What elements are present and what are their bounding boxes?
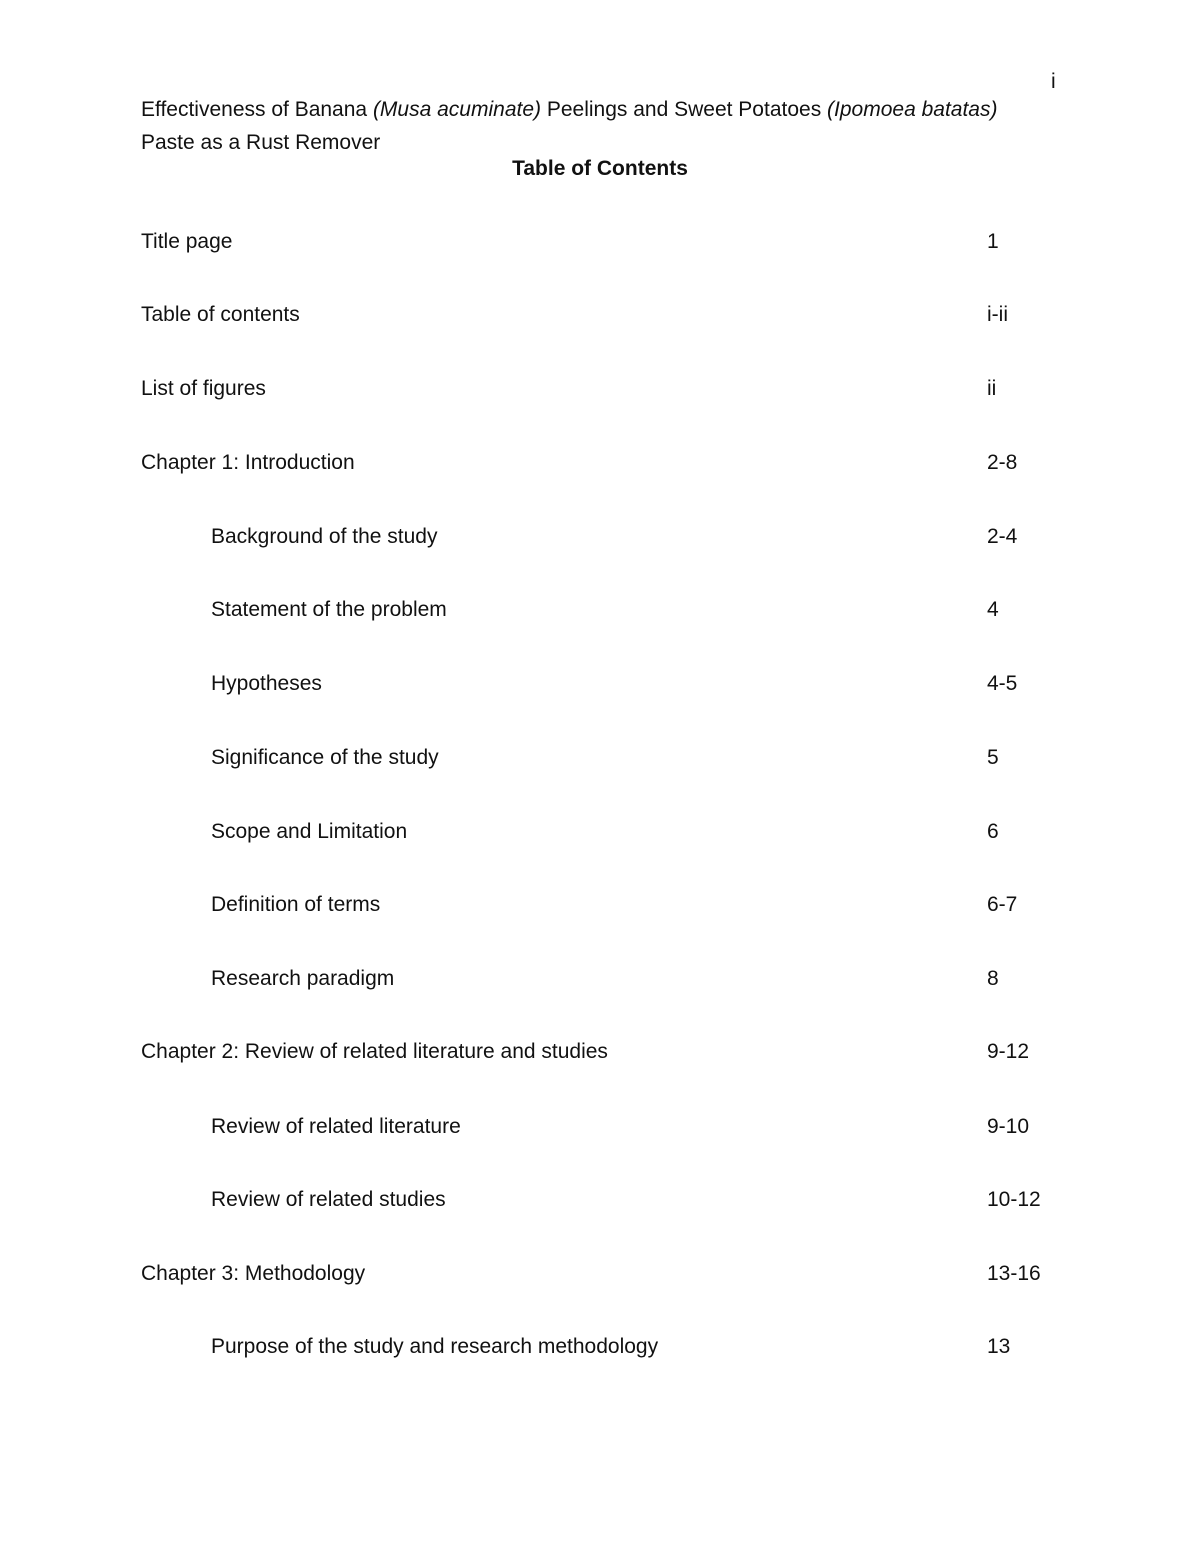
toc-entry-label: Review of related literature bbox=[211, 1115, 461, 1138]
toc-entry-label: Statement of the problem bbox=[211, 598, 447, 621]
toc-chapter-entry bbox=[141, 449, 1071, 477]
toc-subentry bbox=[141, 596, 1071, 624]
toc-heading: Table of Contents bbox=[512, 157, 688, 180]
toc-subentry bbox=[141, 965, 1071, 993]
toc-entry-pages: 8 bbox=[987, 967, 999, 990]
toc-entry-label: Background of the study bbox=[211, 525, 438, 548]
toc-subentry bbox=[141, 1113, 1071, 1141]
toc-entry-pages: 1 bbox=[987, 230, 999, 253]
toc-entry-label: Hypotheses bbox=[211, 672, 322, 695]
toc-entry-pages: 4 bbox=[987, 598, 999, 621]
toc-entry-label: List of figures bbox=[141, 377, 266, 400]
toc-entry-label: Significance of the study bbox=[211, 746, 439, 769]
toc-entry-label: Research paradigm bbox=[211, 967, 395, 990]
title-text-1: Effectiveness of Banana bbox=[141, 98, 373, 121]
toc-subentry bbox=[141, 891, 1071, 919]
toc-subentry bbox=[141, 744, 1071, 772]
toc-entry-label: Title page bbox=[141, 230, 233, 253]
toc-entry-pages: 2-4 bbox=[987, 525, 1018, 548]
toc-subentry bbox=[141, 670, 1071, 698]
toc-entry-pages: 6-7 bbox=[987, 893, 1018, 916]
toc-entry-label: Table of contents bbox=[141, 303, 300, 326]
toc-entry-label: Definition of terms bbox=[211, 893, 381, 916]
toc-entry-label: Chapter 3: Methodology bbox=[141, 1262, 366, 1285]
toc-entry-pages: i-ii bbox=[987, 303, 1008, 326]
page-number: i bbox=[1051, 70, 1056, 93]
toc-entry-pages: 10-12 bbox=[987, 1188, 1041, 1211]
toc-entry-pages: 4-5 bbox=[987, 672, 1018, 695]
toc-chapter-entry bbox=[141, 1038, 1071, 1066]
toc-entry bbox=[141, 301, 1071, 329]
toc-subentry bbox=[141, 1186, 1071, 1214]
toc-entry-pages: 13-16 bbox=[987, 1262, 1041, 1285]
title-text-3: Paste as a Rust Remover bbox=[141, 131, 381, 154]
toc-entry-pages: 2-8 bbox=[987, 451, 1018, 474]
title-species-1: (Musa acuminate) bbox=[372, 98, 541, 121]
toc-entry-label: Review of related studies bbox=[211, 1188, 446, 1211]
toc-entry-pages: ii bbox=[987, 377, 997, 400]
toc-entry-label: Chapter 1: Introduction bbox=[141, 451, 355, 474]
document-title bbox=[141, 93, 1041, 159]
toc-entry-pages: 5 bbox=[987, 746, 999, 769]
toc-entry-label: Chapter 2: Review of related literature and studies bbox=[141, 1040, 608, 1063]
toc-entry bbox=[141, 228, 1071, 256]
toc-subentry bbox=[141, 1333, 1071, 1361]
toc-entry-pages: 9-12 bbox=[987, 1040, 1030, 1063]
toc-subentry bbox=[141, 523, 1071, 551]
toc-subentry bbox=[141, 818, 1071, 846]
title-species-2: (Ipomoea batatas) bbox=[827, 98, 998, 121]
toc-chapter-entry bbox=[141, 1260, 1071, 1288]
toc-entry-label: Purpose of the study and research methodology bbox=[211, 1335, 659, 1358]
toc-entry bbox=[141, 375, 1071, 403]
toc-entry-pages: 13 bbox=[987, 1335, 1011, 1358]
toc-entry-pages: 6 bbox=[987, 820, 999, 843]
toc-entry-label: Scope and Limitation bbox=[211, 820, 408, 843]
toc-entry-pages: 9-10 bbox=[987, 1115, 1030, 1138]
title-text-2: Peelings and Sweet Potatoes bbox=[541, 98, 828, 121]
